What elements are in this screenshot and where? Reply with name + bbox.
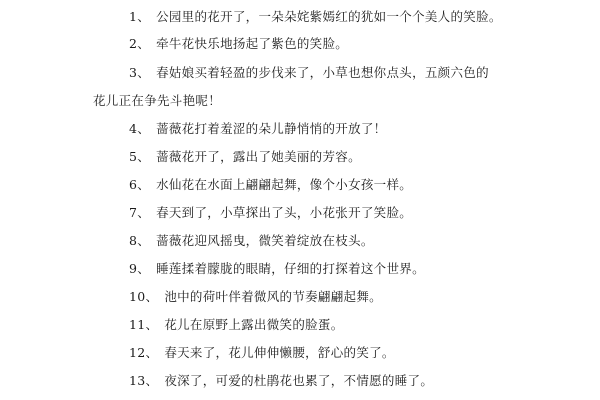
item-number: 8、 [129, 233, 151, 248]
list-item-4 [129, 121, 386, 137]
item-text: 春天到了，小草探出了头，小花张开了笑脸。 [156, 205, 413, 220]
item-text: 睡莲揉着朦胧的眼睛，仔细的打探着这个世界。 [156, 261, 425, 276]
item-number: 6、 [129, 177, 151, 192]
item-text: 牵牛花快乐地扬起了紫色的笑脸。 [156, 36, 349, 51]
item-number: 5、 [129, 149, 151, 164]
list-item-3 [129, 65, 489, 81]
item-number: 11、 [129, 317, 159, 332]
item-text: 春天来了，花儿伸伸懒腰，舒心的笑了。 [164, 345, 395, 360]
item-text: 池中的荷叶伴着微风的节奏翩翩起舞。 [164, 289, 382, 304]
list-item-5 [129, 149, 361, 165]
item-number: 3、 [129, 65, 151, 80]
item-number: 9、 [129, 261, 151, 276]
list-item-9 [129, 261, 425, 277]
item-number: 13、 [129, 373, 159, 388]
item-text: 水仙花在水面上翩翩起舞，像个小女孩一样。 [156, 177, 413, 192]
list-item-10 [129, 289, 382, 305]
item-text: 花儿在原野上露出微笑的脸蛋。 [164, 317, 344, 332]
item-number: 4、 [129, 121, 151, 136]
item-number: 1、 [129, 9, 151, 24]
list-item-7 [129, 205, 412, 221]
list-item-2 [129, 36, 348, 52]
list-item-13 [129, 373, 433, 389]
item-text: 蔷薇花迎风摇曳，微笑着绽放在枝头。 [156, 233, 374, 248]
item-text: 蔷薇花开了，露出了她美丽的芳容。 [156, 149, 361, 164]
list-item-11 [129, 317, 344, 333]
list-item-12 [129, 345, 395, 361]
item-text: 公园里的花开了，一朵朵姹紫嫣红的犹如一个个美人的笑脸。 [156, 9, 502, 24]
item-number: 7、 [129, 205, 151, 220]
item-number: 2、 [129, 36, 151, 51]
list-item-8 [129, 233, 374, 249]
list-item-6 [129, 177, 412, 193]
list-item-3-continued [93, 93, 221, 109]
item-text: 花儿正在争先斗艳呢！ [93, 93, 222, 108]
item-text: 蔷薇花打着羞涩的朵儿静悄悄的开放了！ [156, 121, 387, 136]
list-item-1 [129, 9, 502, 25]
item-number: 10、 [129, 289, 159, 304]
item-text: 春姑娘买着轻盈的步伐来了，小草也想你点头，五颜六色的 [156, 65, 489, 80]
item-text: 夜深了，可爱的杜鹃花也累了，不情愿的睡了。 [164, 373, 434, 388]
item-number: 12、 [129, 345, 159, 360]
